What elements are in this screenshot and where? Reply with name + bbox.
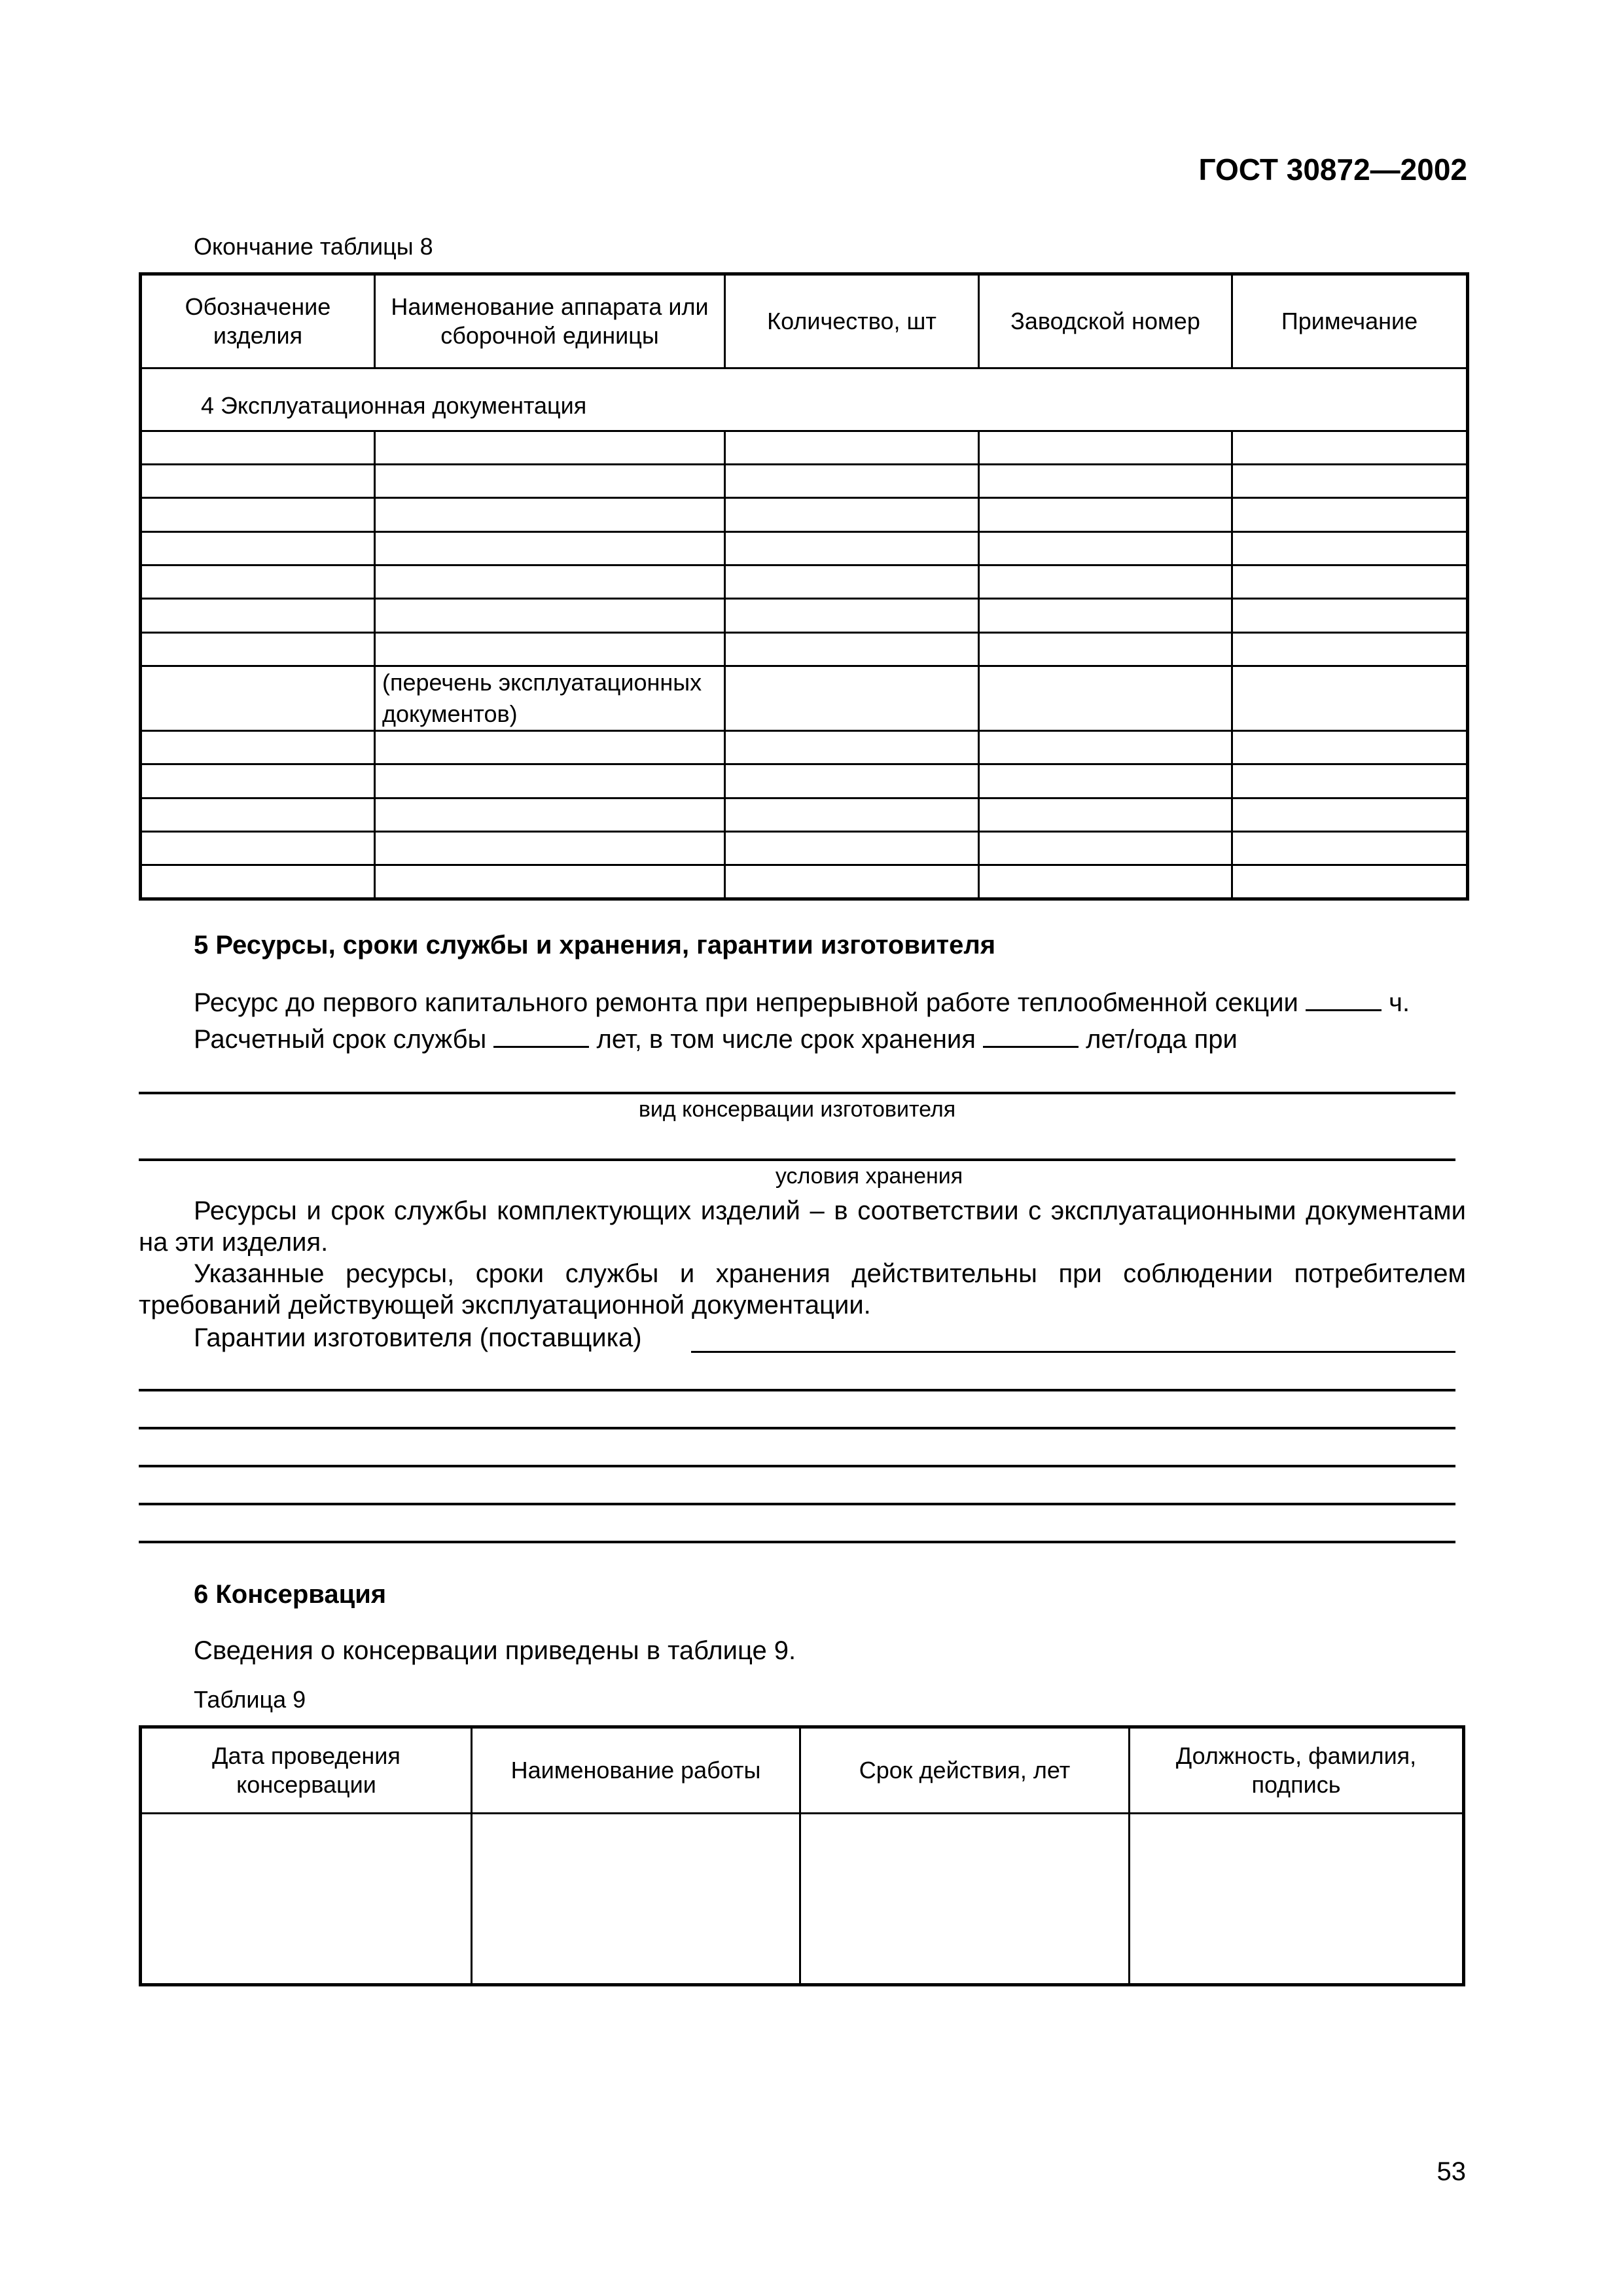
page-number: 53 — [1436, 2157, 1466, 2186]
table8-header-row — [141, 274, 1468, 368]
table-row — [141, 1814, 1464, 1985]
table-row — [141, 532, 1468, 565]
table-row — [141, 832, 1468, 865]
date-cell[interactable] — [141, 1814, 472, 1985]
col-term-header: Срок действия, лет — [800, 1727, 1130, 1814]
warranty-line[interactable] — [139, 1427, 1455, 1429]
col-note-header: Примечание — [1232, 274, 1468, 368]
table-row — [141, 498, 1468, 532]
storage-conditions-caption: условия хранения — [775, 1164, 963, 1189]
signature-cell[interactable] — [1130, 1814, 1464, 1985]
resource-paragraph — [194, 987, 1470, 1018]
table-row — [141, 764, 1468, 798]
table9-header-row — [141, 1727, 1464, 1814]
col-quantity-header: Количество, шт — [725, 274, 979, 368]
table-row — [141, 565, 1468, 599]
warranty-line[interactable] — [139, 1503, 1455, 1505]
validity-paragraph: Указанные ресурсы, сроки службы и хранения действительны при соблюдении потребителем требований действующей эксплуатационной документации. — [139, 1259, 1466, 1319]
table-row — [141, 599, 1468, 633]
table-row — [141, 798, 1468, 832]
col-work-header: Наименование работы — [472, 1727, 800, 1814]
table9-caption: Таблица 9 — [194, 1686, 306, 1713]
term-cell[interactable] — [800, 1814, 1130, 1985]
col-signature-header: Должность, фамилия, подпись — [1130, 1727, 1464, 1814]
table-row — [141, 731, 1468, 764]
table8-section-row — [141, 368, 1468, 431]
warranty-line[interactable] — [139, 1465, 1455, 1467]
docs-list-note: (перечень эксплуатационных документов) — [375, 666, 725, 731]
warranty-line[interactable] — [139, 1541, 1455, 1543]
resource-text: Ресурс до первого капитального ремонта при непрерывной работе теплообменной секции — [194, 988, 1298, 1017]
storage-unit-label: лет/года при — [1086, 1025, 1238, 1054]
storage-term-field[interactable] — [983, 1024, 1079, 1048]
service-life-label: Расчетный срок службы — [194, 1025, 487, 1054]
hours-unit: ч. — [1389, 988, 1410, 1017]
storage-term-label: лет, в том числе срок хранения — [596, 1025, 976, 1054]
resource-hours-field[interactable] — [1306, 987, 1382, 1011]
standard-number: ГОСТ 30872—2002 — [1198, 152, 1467, 187]
table-row — [141, 633, 1468, 666]
table-row — [141, 666, 1468, 731]
warranty-line[interactable] — [139, 1389, 1455, 1391]
table-row — [141, 465, 1468, 498]
warranty-line[interactable] — [691, 1351, 1455, 1353]
col-name-header: Наименование аппарата или сборочной единицы — [375, 274, 725, 368]
storage-conditions-line[interactable] — [139, 1158, 1455, 1161]
warranty-label: Гарантии изготовителя (поставщика) — [194, 1323, 642, 1352]
table9 — [139, 1725, 1465, 1986]
work-cell[interactable] — [472, 1814, 800, 1985]
col-designation-header: Обозначение изделия — [141, 274, 375, 368]
conservation-type-line[interactable] — [139, 1092, 1455, 1094]
components-paragraph: Ресурсы и срок службы комплектующих изделий – в соответствии с эксплуатационными документами на эти изделия. — [139, 1196, 1466, 1257]
col-serial-header: Заводской номер — [979, 274, 1232, 368]
section6-title: 6 Консервация — [194, 1580, 387, 1609]
table8 — [139, 272, 1469, 901]
table8-caption: Окончание таблицы 8 — [194, 233, 433, 260]
conservation-intro: Сведения о консервации приведены в таблице 9. — [194, 1636, 796, 1665]
conservation-type-caption: вид консервации изготовителя — [638, 1097, 956, 1122]
col-date-header: Дата проведения консервации — [141, 1727, 472, 1814]
table-row — [141, 865, 1468, 899]
service-life-paragraph — [194, 1024, 1470, 1055]
table-row — [141, 431, 1468, 465]
section5-title: 5 Ресурсы, сроки службы и хранения, гарантии изготовителя — [194, 931, 996, 960]
section-operational-docs: 4 Эксплуатационная документация — [141, 368, 1468, 431]
service-life-field[interactable] — [493, 1024, 589, 1048]
